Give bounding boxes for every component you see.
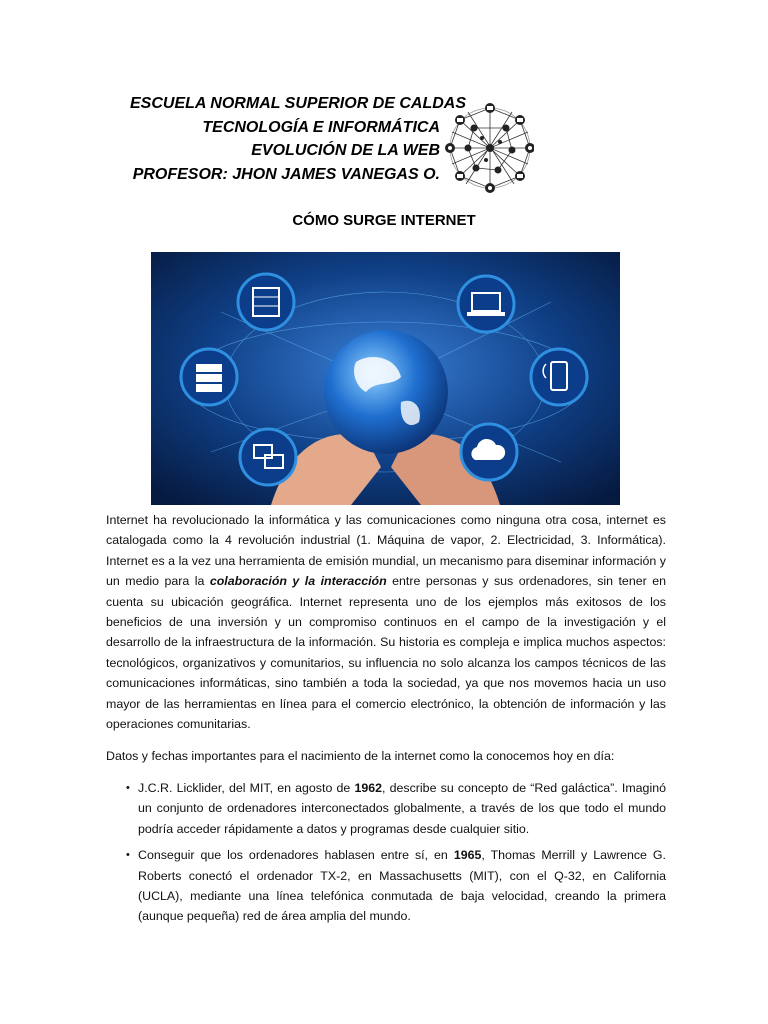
bullet-year: 1965 bbox=[453, 848, 482, 863]
bullet-icon: • bbox=[126, 782, 130, 794]
bullet-text-end: , Thomas Merrill y Lawrence G. Roberts conectó el ordenador TX-2, en Massachusetts (MIT), con el Q-32, en California (UCLA), mediante una línea telefónica conmutada de baja velocidad, creando la primera (aunque pequeña) red de área amplia del mundo. bbox=[138, 848, 666, 924]
dates-intro: Datos y fechas importantes para el nacimiento de la internet como la conocemos hoy en día: bbox=[106, 749, 615, 763]
internet-hero-image bbox=[151, 252, 620, 505]
bullet-icon: • bbox=[126, 849, 130, 862]
monitor-exchange-icon bbox=[240, 429, 296, 485]
document-header bbox=[130, 92, 467, 186]
bullet-year: 1962 bbox=[354, 781, 383, 795]
dates-list bbox=[124, 778, 666, 933]
bullet-text-start: J.C.R. Licklider, del MIT, en agosto de bbox=[138, 781, 355, 795]
network-sphere-logo-icon bbox=[438, 98, 534, 198]
cloud-icon bbox=[461, 424, 517, 480]
intro-emphasis: colaboración y la interacción bbox=[209, 574, 387, 589]
list-item bbox=[124, 778, 666, 839]
school-name: ESCUELA NORMAL SUPERIOR DE CALDAS bbox=[130, 95, 467, 112]
list-item bbox=[124, 845, 666, 927]
bullet-text-end: , describe su concepto de “Red galáctica”. Imaginó un conjunto de ordenadores interconectados globalmente, a través de los que todo el mundo podría acceder rápidamente a datos y programas desde cualquier sitio. bbox=[138, 781, 666, 836]
subject-name: TECNOLOGÍA E INFORMÁTICA bbox=[202, 118, 440, 136]
intro-text-start: Internet ha revolucionado la informática y las comunicaciones como ninguna otra cosa, internet es catalogada como la 4 revolución industrial (1. Máquina de vapor, 2. Electricidad, 3. Informática). Internet es a la vez una herramienta de emisión mundial, un mecanismo para diseminar información y un medio para la bbox=[106, 513, 666, 589]
mobile-signal-icon bbox=[531, 349, 587, 405]
globe-icon bbox=[324, 330, 448, 454]
intro-text-end: entre personas y sus ordenadores, sin tener en cuenta su ubicación geográfica. Internet representa uno de los ejemplos más exitosos de los beneficios de una inversión y un compromiso continuos en el campo de la investigación y el desarrollo de la infraestructura de la información. Su historia es compleja e implica muchos aspectos: tecnológicos, organizativos y comunitarios, su influencia no solo alcanza los campos técnicos de las comunicaciones informáticas, sino también a toda la sociedad, ya que nos movemos hacia un uso mayor de las herramientas en línea para el comercio electrónico, la obtención de información y las operaciones comunitarias. bbox=[106, 574, 666, 732]
server-stack-icon bbox=[181, 349, 237, 405]
intro-paragraph bbox=[106, 510, 666, 734]
laptop-icon bbox=[458, 276, 514, 332]
section-title: CÓMO SURGE INTERNET bbox=[292, 212, 476, 229]
bullet-text-start: Conseguir que los ordenadores hablasen entre sí, en bbox=[138, 848, 454, 863]
teacher-name: PROFESOR: JHON JAMES VANEGAS O. bbox=[132, 165, 440, 183]
topic-name: EVOLUCIÓN DE LA WEB bbox=[251, 142, 440, 159]
server-rack-icon bbox=[238, 274, 294, 330]
